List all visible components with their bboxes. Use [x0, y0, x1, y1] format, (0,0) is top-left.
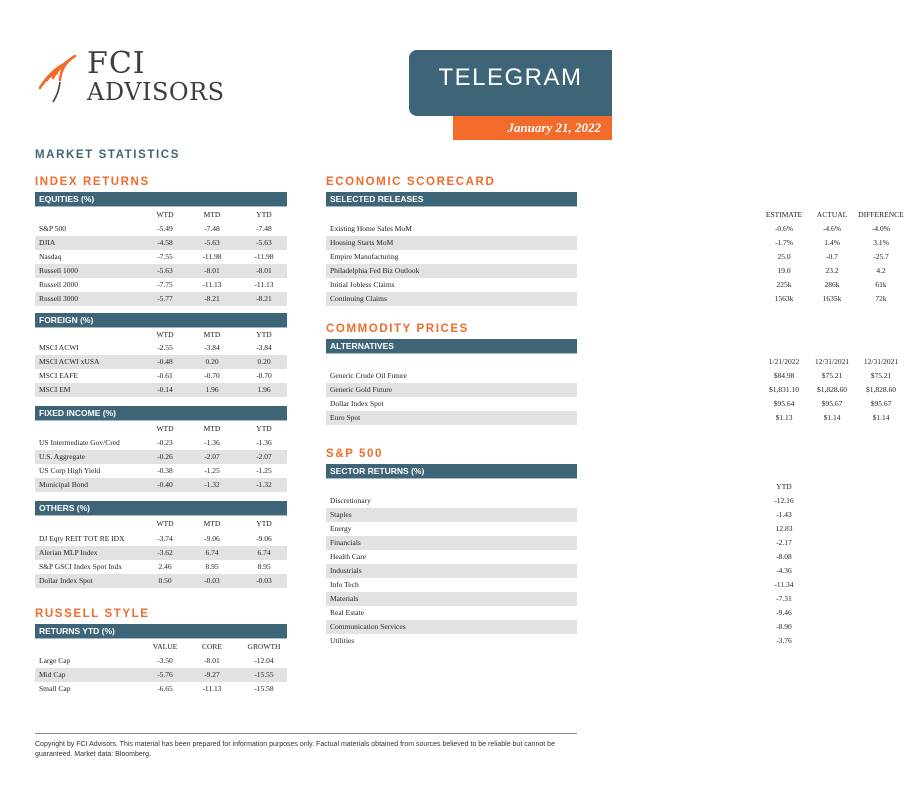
row-value: -0.70	[204, 371, 220, 380]
column-header: MTD	[203, 210, 221, 219]
row-value: $84.98	[773, 371, 795, 380]
table-row	[35, 236, 287, 250]
row-value: $95.64	[773, 399, 795, 408]
row-label: Small Cap	[39, 684, 71, 693]
row-value: -5.63	[157, 266, 173, 275]
row-value: -4.36	[776, 566, 792, 575]
table-row	[35, 383, 287, 397]
column-header: 1/21/2022	[768, 357, 800, 366]
row-value: -0.38	[157, 466, 173, 475]
row-value: 12.83	[775, 524, 793, 533]
row-value: -0.6%	[774, 224, 794, 233]
row-label: Real Estate	[330, 608, 364, 617]
row-value: -3.76	[776, 636, 792, 645]
table-row	[326, 494, 794, 508]
row-value: -3.84	[204, 343, 220, 352]
table-row	[326, 536, 792, 550]
table-row	[35, 250, 287, 264]
row-value: -25.7	[873, 252, 889, 261]
row-value: 23.2	[825, 266, 839, 275]
row-value: 1.4%	[824, 238, 840, 247]
row-label: Financials	[330, 538, 361, 547]
column-header: DIFFERENCE	[858, 210, 904, 219]
row-value: 6.74	[205, 548, 219, 557]
row-value: $1.14	[872, 413, 890, 422]
table-row	[35, 222, 287, 236]
logo-text-fci: FCI	[87, 46, 146, 81]
row-label: Mid Cap	[39, 670, 66, 679]
table-row	[326, 634, 792, 648]
row-value: $95.67	[870, 399, 892, 408]
column-header: WTD	[156, 519, 174, 528]
table-row	[326, 508, 792, 522]
table-row	[326, 222, 891, 236]
table-row	[326, 397, 892, 411]
table-row	[35, 464, 287, 478]
table-row	[326, 564, 792, 578]
row-value: -12.16	[774, 496, 794, 505]
row-label: MSCI EAFE	[39, 371, 78, 380]
row-value: -4.6%	[822, 224, 842, 233]
row-value: -11.98	[254, 252, 274, 261]
row-value: -1.36	[256, 438, 272, 447]
column-header: YTD	[256, 330, 272, 339]
row-value: -9.06	[204, 534, 220, 543]
row-value: -11.13	[254, 280, 274, 289]
table-row	[35, 341, 287, 355]
row-value: $1,828.60	[866, 385, 896, 394]
column-header: WTD	[156, 424, 174, 433]
others-header-row	[35, 517, 287, 531]
row-label: Empire Manufacturing	[330, 252, 399, 261]
footer-disclaimer: Copyright by FCI Advisors. This material has been prepared for information purposes only. Factual materials obtained from sources believed to be reliable but cannot be guaranteed. Market data: Bloomberg.	[35, 741, 555, 758]
row-value: -0.7	[826, 252, 838, 261]
row-label: Dollar Index Spot	[39, 576, 93, 585]
column-header: MTD	[203, 519, 221, 528]
row-label: Health Care	[330, 552, 367, 561]
row-value: -0.23	[157, 438, 173, 447]
row-value: -2.17	[776, 538, 792, 547]
row-value: -15.55	[254, 670, 274, 679]
foreign-header-row	[35, 328, 287, 342]
row-label: Nasdaq	[39, 252, 62, 261]
row-value: -7.75	[157, 280, 173, 289]
row-value: -5.49	[157, 224, 173, 233]
row-label: Euro Spot	[330, 413, 361, 422]
table-row	[326, 522, 793, 536]
column-header: MTD	[203, 330, 221, 339]
row-label: Philadelphia Fed Biz Outlook	[330, 266, 420, 275]
sp500-sectors-header-row	[326, 480, 792, 494]
row-value: -4.0%	[871, 224, 891, 233]
row-value: -2.55	[157, 343, 173, 352]
row-label: Municipal Bond	[39, 480, 88, 489]
row-value: 1563k	[774, 294, 794, 303]
row-value: -7.48	[256, 224, 272, 233]
row-value: -6.65	[157, 684, 173, 693]
index-returns-heading: INDEX RETURNS	[35, 176, 150, 188]
economic-scorecard-header-row	[326, 208, 904, 222]
row-value: -5.63	[256, 238, 272, 247]
row-value: -8.01	[204, 266, 220, 275]
table-row	[326, 620, 792, 634]
row-label: MSCI ACWI	[39, 343, 79, 352]
others-bar: OTHERS (%)	[35, 501, 287, 516]
table-row	[326, 578, 794, 592]
market-statistics-heading: MARKET STATISTICS	[35, 149, 180, 161]
row-value: -3.84	[256, 343, 272, 352]
row-value: 72k	[875, 294, 887, 303]
commodity-prices-header-row	[326, 355, 899, 369]
row-value: -8.08	[776, 552, 792, 561]
telegram-banner	[409, 50, 612, 116]
row-label: S&P GSCI Index Spot Indx	[39, 562, 123, 571]
table-row	[35, 574, 287, 588]
russell-style-heading: RUSSELL STYLE	[35, 608, 150, 620]
row-value: -8.90	[776, 622, 792, 631]
row-value: -0.14	[157, 385, 173, 394]
row-label: Materials	[330, 594, 359, 603]
row-value: 19.0	[777, 266, 791, 275]
row-label: Continuing Claims	[330, 294, 387, 303]
row-value: -8.01	[256, 266, 272, 275]
column-header: VALUE	[152, 642, 178, 651]
row-value: $95.67	[821, 399, 843, 408]
row-label: Discretionary	[330, 496, 371, 505]
row-value: -0.70	[256, 371, 272, 380]
row-value: $1,831.10	[769, 385, 799, 394]
row-value: 6.74	[257, 548, 271, 557]
row-value: -7.48	[204, 224, 220, 233]
date-banner	[453, 116, 612, 140]
row-value: -1.43	[776, 510, 792, 519]
row-label: Alerian MLP Index	[39, 548, 98, 557]
row-value: -4.58	[157, 238, 173, 247]
report-date: January 21, 2022	[507, 120, 601, 135]
table-row	[35, 682, 287, 696]
column-header: WTD	[156, 330, 174, 339]
table-row	[326, 592, 792, 606]
table-row	[35, 532, 287, 546]
row-value: -0.48	[157, 357, 173, 366]
row-label: S&P 500	[39, 224, 67, 233]
row-value: 25.0	[777, 252, 791, 261]
column-header: ACTUAL	[816, 210, 848, 219]
column-header: 12/31/2021	[814, 357, 850, 366]
row-value: -0.61	[157, 371, 173, 380]
row-value: -9.46	[776, 608, 792, 617]
table-row	[35, 264, 287, 278]
row-value: -2.07	[256, 452, 272, 461]
table-row	[35, 369, 287, 383]
row-value: -7.31	[776, 594, 792, 603]
row-value: -0.26	[157, 452, 173, 461]
row-label: DJIA	[39, 238, 56, 247]
row-label: Existing Home Sales MoM	[330, 224, 412, 233]
row-label: Staples	[330, 510, 352, 519]
footer-divider	[35, 733, 577, 734]
row-value: -0.40	[157, 480, 173, 489]
row-value: -15.58	[254, 684, 274, 693]
row-label: Dollar Index Spot	[330, 399, 384, 408]
row-value: 0.50	[158, 576, 172, 585]
row-label: DJ Eqty REIT TOT RE IDX	[39, 534, 125, 543]
row-value: -0.03	[256, 576, 272, 585]
row-value: 3.1%	[873, 238, 889, 247]
row-value: $1.13	[775, 413, 793, 422]
row-value: -11.13	[202, 280, 222, 289]
row-value: $1.14	[823, 413, 841, 422]
sp500-sectors-bar: SECTOR RETURNS (%)	[326, 464, 577, 479]
table-row	[35, 450, 287, 464]
row-value: -11.13	[202, 684, 222, 693]
column-header: WTD	[156, 210, 174, 219]
row-value: -3.62	[157, 548, 173, 557]
russell-style-header-row	[35, 640, 287, 654]
row-label: Utilities	[330, 636, 355, 645]
table-row	[326, 278, 887, 292]
row-value: -9.06	[256, 534, 272, 543]
logo-text-advisors: ADVISORS	[87, 78, 225, 106]
column-header: ESTIMATE	[765, 210, 803, 219]
row-value: -7.55	[157, 252, 173, 261]
row-value: 1635k	[822, 294, 842, 303]
table-row	[326, 411, 890, 425]
column-header: YTD	[256, 424, 272, 433]
table-row	[35, 436, 287, 450]
fixed-income-header-row	[35, 422, 287, 436]
table-row	[326, 369, 892, 383]
row-value: -12.04	[254, 656, 274, 665]
foreign-bar: FOREIGN (%)	[35, 313, 287, 328]
row-value: -5.76	[157, 670, 173, 679]
fixed-income-bar: FIXED INCOME (%)	[35, 406, 287, 421]
row-value: 225k	[776, 280, 792, 289]
column-header: 12/31/2021	[863, 357, 899, 366]
row-label: Housing Starts MoM	[330, 238, 394, 247]
row-value: -3.74	[157, 534, 173, 543]
row-value: -1.32	[256, 480, 272, 489]
row-label: Russell 3000	[39, 294, 78, 303]
row-label: Russell 1000	[39, 266, 78, 275]
row-value: -1.25	[204, 466, 220, 475]
row-value: 0.20	[257, 357, 271, 366]
table-row	[35, 278, 287, 292]
row-value: 2.46	[158, 562, 172, 571]
row-value: $75.21	[870, 371, 892, 380]
equities-bar: EQUITIES (%)	[35, 192, 287, 207]
row-value: -8.21	[204, 294, 220, 303]
row-value: -9.27	[204, 670, 220, 679]
row-value: -1.7%	[774, 238, 794, 247]
equities-header-row	[35, 208, 287, 222]
column-header: YTD	[256, 210, 272, 219]
table-row	[326, 383, 896, 397]
sp500-sectors-heading: S&P 500	[326, 448, 384, 460]
row-value: 8.95	[205, 562, 219, 571]
row-value: $1,828.60	[817, 385, 847, 394]
row-value: $75.21	[821, 371, 843, 380]
row-value: -1.36	[204, 438, 220, 447]
row-label: Generic Crude Oil Future	[330, 371, 407, 380]
row-value: 61k	[875, 280, 887, 289]
economic-scorecard-bar: SELECTED RELEASES	[326, 192, 577, 207]
row-label: US Corp High Yield	[39, 466, 101, 475]
row-label: Energy	[330, 524, 352, 533]
row-value: -3.50	[157, 656, 173, 665]
table-row	[326, 550, 792, 564]
row-value: -11.98	[202, 252, 222, 261]
row-value: -1.25	[256, 466, 272, 475]
row-value: 286k	[824, 280, 840, 289]
row-value: 1.96	[257, 385, 271, 394]
row-value: -5.63	[204, 238, 220, 247]
table-row	[326, 236, 889, 250]
table-row	[35, 560, 287, 574]
column-header: GROWTH	[247, 642, 281, 651]
russell-style-bar: RETURNS YTD (%)	[35, 624, 287, 639]
row-label: Info Tech	[330, 580, 359, 589]
economic-scorecard-heading: ECONOMIC SCORECARD	[326, 176, 496, 188]
table-row	[35, 478, 287, 492]
row-value: -8.01	[204, 656, 220, 665]
fci-logo	[35, 48, 225, 112]
row-label: Generic Gold Future	[330, 385, 393, 394]
row-label: MSCI EM	[39, 385, 71, 394]
table-row	[326, 606, 792, 620]
row-value: -1.32	[204, 480, 220, 489]
row-label: Communication Services	[330, 622, 406, 631]
column-header: CORE	[201, 642, 222, 651]
commodity-prices-heading: COMMODITY PRICES	[326, 323, 469, 335]
column-header: YTD	[256, 519, 272, 528]
row-value: -8.21	[256, 294, 272, 303]
table-row	[35, 654, 287, 668]
row-value: 4.2	[876, 266, 886, 275]
table-row	[326, 292, 887, 306]
row-label: Large Cap	[39, 656, 71, 665]
row-label: U.S. Aggregate	[39, 452, 86, 461]
row-label: Industrials	[330, 566, 362, 575]
row-value: -0.03	[204, 576, 220, 585]
column-header: YTD	[776, 482, 792, 491]
table-row	[326, 264, 886, 278]
row-value: 0.20	[205, 357, 219, 366]
table-row	[35, 546, 287, 560]
row-label: US Intermediate Gov/Cred	[39, 438, 120, 447]
table-row	[35, 292, 287, 306]
row-value: 8.95	[257, 562, 271, 571]
table-row	[326, 250, 889, 264]
commodity-prices-bar: ALTERNATIVES	[326, 339, 577, 354]
banner-title: TELEGRAM	[438, 64, 583, 91]
row-label: Russell 2000	[39, 280, 78, 289]
row-value: -2.07	[204, 452, 220, 461]
logo-mark-icon	[35, 52, 81, 104]
column-header: MTD	[203, 424, 221, 433]
row-value: -11.34	[774, 580, 794, 589]
row-value: 1.96	[205, 385, 219, 394]
row-label: MSCI ACWI xUSA	[39, 357, 100, 366]
table-row	[35, 355, 287, 369]
row-label: Initial Jobless Claims	[330, 280, 395, 289]
row-value: -5.77	[157, 294, 173, 303]
table-row	[35, 668, 287, 682]
